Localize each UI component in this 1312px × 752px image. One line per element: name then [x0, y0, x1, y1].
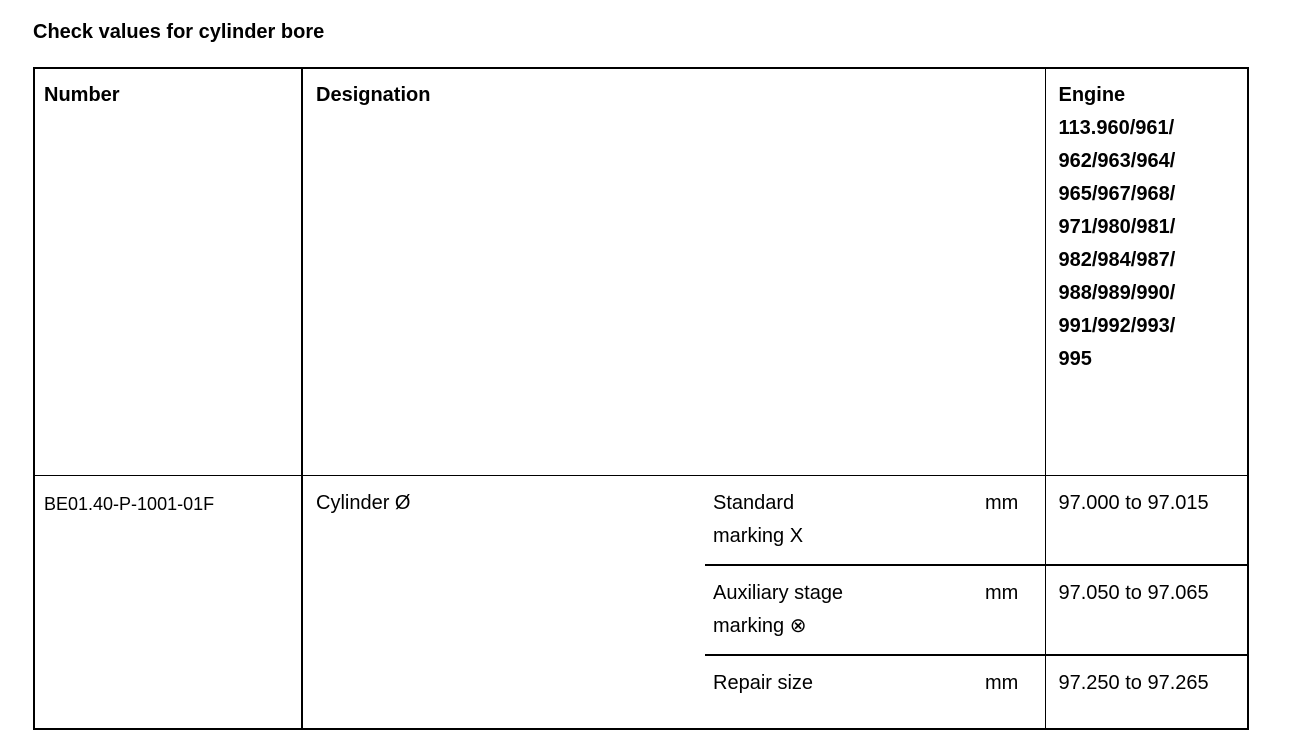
cell-unit — [985, 565, 1045, 655]
cell-value — [1045, 655, 1248, 729]
cell-description — [705, 655, 985, 729]
table-row — [34, 476, 1248, 566]
unit-text: mm — [985, 492, 1019, 514]
cell-value — [1045, 565, 1248, 655]
cell-unit — [985, 655, 1045, 729]
cell-description — [705, 476, 985, 566]
header-designation — [302, 68, 1045, 476]
cell-number — [34, 476, 302, 730]
document-number: BE01.40-P-1001-01F — [44, 494, 215, 514]
engine-code-line: 991/992/993/ — [1058, 315, 1176, 337]
engine-code-line: 962/963/964/ — [1058, 150, 1176, 172]
engine-codes — [1059, 112, 1248, 376]
engine-code-line: 971/980/981/ — [1058, 216, 1176, 238]
engine-code-line: 982/984/987/ — [1058, 249, 1176, 271]
engine-code-line: 988/989/990/ — [1058, 282, 1176, 304]
header-number — [34, 68, 302, 476]
cell-description — [705, 565, 985, 655]
description-line: Standard — [713, 492, 795, 514]
cell-value — [1045, 476, 1248, 566]
value-text: 97.050 to 97.065 — [1058, 582, 1209, 604]
header-engine — [1045, 68, 1248, 476]
value-text: 97.000 to 97.015 — [1058, 492, 1209, 514]
cell-designation — [302, 476, 705, 730]
table-header-row — [34, 68, 1248, 476]
designation-text: Cylinder Ø — [316, 492, 411, 514]
header-engine-label: Engine — [1058, 84, 1126, 106]
page-title: Check values for cylinder bore — [33, 21, 325, 43]
value-text: 97.250 to 97.265 — [1058, 672, 1209, 694]
unit-text: mm — [985, 582, 1019, 604]
description-line: Repair size — [713, 672, 814, 694]
cell-unit — [985, 476, 1045, 566]
description-line: marking ⊗ — [713, 615, 807, 637]
engine-code-line: 965/967/968/ — [1058, 183, 1176, 205]
description-line: Auxiliary stage — [713, 582, 844, 604]
unit-text: mm — [985, 672, 1019, 694]
header-number-label: Number — [44, 84, 120, 106]
header-designation-label: Designation — [316, 84, 431, 106]
description-line: marking X — [713, 525, 804, 547]
check-values-table — [33, 67, 1249, 730]
engine-code-line: 995 — [1058, 348, 1092, 370]
engine-code-line: 113.960/961/ — [1058, 117, 1175, 139]
